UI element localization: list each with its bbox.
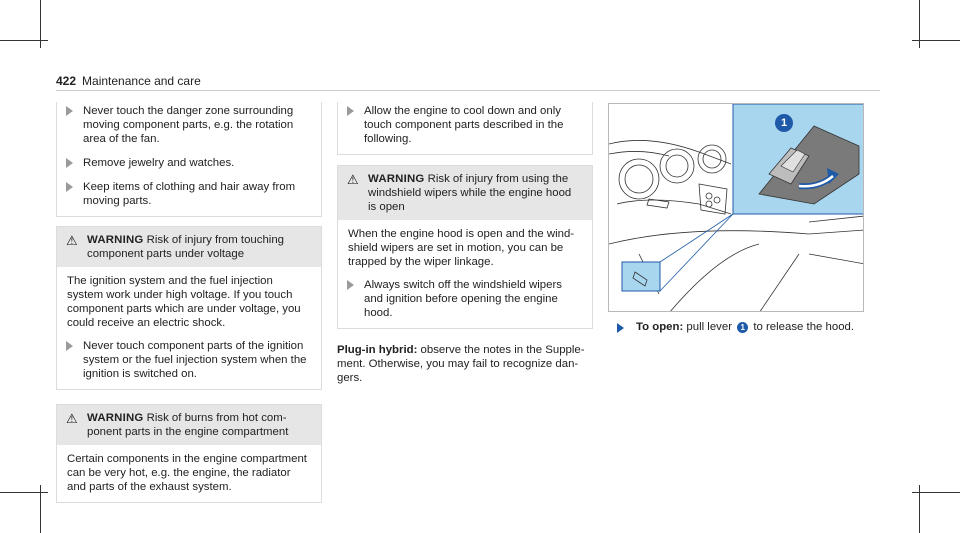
- header-rule: [56, 90, 880, 91]
- page-header: [56, 74, 201, 88]
- warning-body: The ignition system and the fuel injection system work under high voltage. If you touch component parts which are under voltage, you could receive an electric shock. Never touch component parts of the ignition system or the fuel injection system when the ignition is switched on.: [57, 267, 321, 389]
- arrow-icon: [347, 280, 354, 290]
- section-title: Maintenance and care: [82, 74, 201, 88]
- warning-triangle-icon: ⚠: [347, 172, 359, 187]
- open-instruction: To open: pull lever 1 to release the hood.: [610, 320, 880, 334]
- arrow-icon: [617, 323, 624, 333]
- warning-triangle-icon: ⚠: [66, 411, 78, 426]
- dashboard-illustration: [609, 104, 864, 312]
- callout-badge-1: 1: [775, 114, 793, 132]
- warning-title: Risk of burns from hot component parts in the engine compartment: [87, 412, 289, 438]
- list-item: Keep items of clothing and hair away from moving parts.: [57, 180, 311, 208]
- warning-title: Risk of injury from using the windshield wipers while the engine hood is open: [368, 173, 572, 213]
- warning-title: Risk of injury from touching component parts under voltage: [87, 234, 284, 260]
- bullet-box: [56, 102, 322, 217]
- arrow-icon: [66, 106, 73, 116]
- engine-hood-lever-figure: [608, 103, 864, 312]
- warning-label: WARNING: [87, 234, 144, 246]
- column-1: [56, 102, 322, 503]
- warning-box: [337, 165, 593, 329]
- list-item: Never touch component parts of the ignition system or the fuel injection system when the ignition is switched on.: [67, 339, 311, 381]
- list-item: Allow the engine to cool down and only touch component parts described in the following.: [338, 104, 582, 146]
- callout-badge-1: 1: [737, 322, 748, 333]
- warning-body: Certain components in the engine compartment can be very hot, e.g. the engine, the radiator and parts of the exhaust system.: [67, 453, 307, 493]
- crop-mark: [0, 40, 48, 41]
- list-item: Never touch the danger zone surrounding moving component parts, e.g. the rotation area of the fan.: [57, 104, 311, 146]
- warning-header: [57, 405, 321, 445]
- arrow-icon: [347, 106, 354, 116]
- warning-label: WARNING: [368, 173, 425, 185]
- crop-mark: [912, 40, 960, 41]
- warning-body: When the engine hood is open and the windshield wipers are set in motion, you can be trapped by the wiper linkage. Always switch off the windshield wipers and ignition before opening the engine hood.: [338, 220, 592, 328]
- warning-box: [56, 226, 322, 390]
- warning-label: WARNING: [87, 412, 144, 424]
- list-item: Always switch off the windshield wipers and ignition before opening the engine hood.: [348, 278, 582, 320]
- warning-header: [57, 227, 321, 267]
- warning-triangle-icon: ⚠: [66, 233, 78, 248]
- list-item: Remove jewelry and watches.: [57, 156, 311, 170]
- arrow-icon: [66, 158, 73, 168]
- crop-mark: [0, 492, 48, 493]
- warning-header: [338, 166, 592, 220]
- warning-box: [56, 404, 322, 503]
- arrow-icon: [66, 182, 73, 192]
- plug-in-hybrid-note: Plug-in hybrid: observe the notes in the Supplement. Otherwise, you may fail to recognize dangers.: [337, 344, 585, 384]
- bullet-box: [337, 102, 593, 155]
- arrow-icon: [66, 341, 73, 351]
- page-number: 422: [56, 74, 77, 88]
- column-2: [337, 102, 593, 385]
- crop-mark: [912, 492, 960, 493]
